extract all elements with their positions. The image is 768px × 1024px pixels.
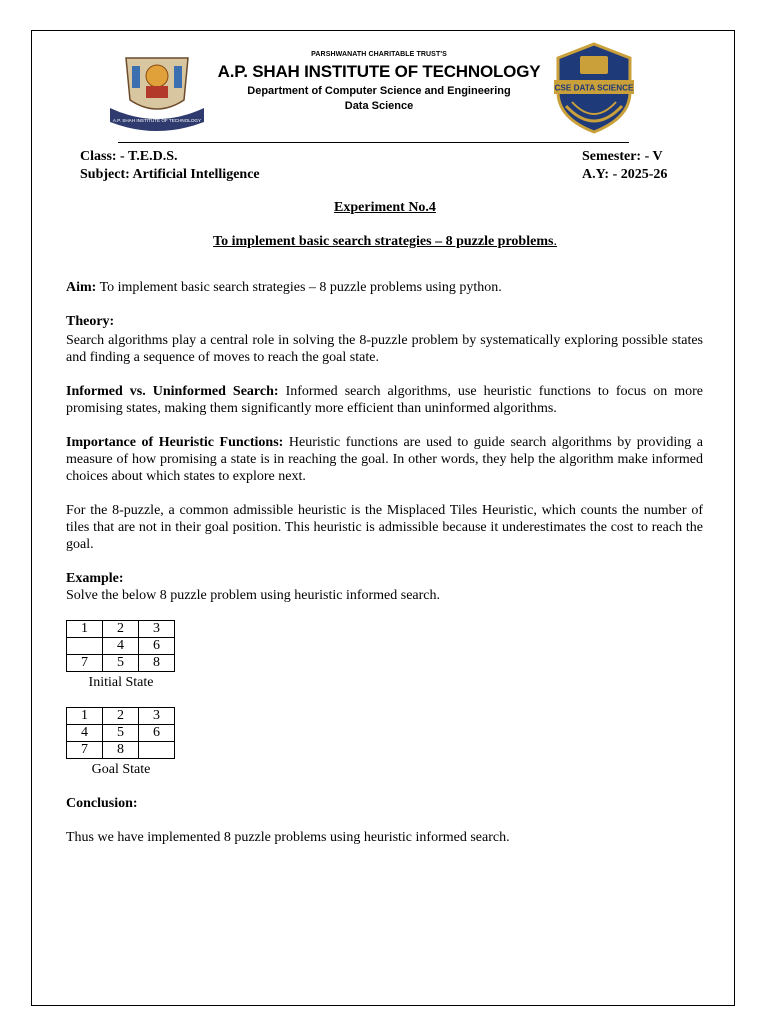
grid-cell: 6 xyxy=(139,638,175,655)
topic-period: . xyxy=(553,234,557,249)
institute-name: A.P. SHAH INSTITUTE OF TECHNOLOGY xyxy=(217,62,541,81)
grid-cell: 8 xyxy=(139,655,175,672)
grid-cell xyxy=(139,742,175,759)
conclusion-heading xyxy=(66,795,703,812)
informed-search-paragraph xyxy=(66,383,703,417)
grid-cell: 1 xyxy=(67,621,103,638)
grid-row xyxy=(67,621,175,638)
grid-cell: 4 xyxy=(67,725,103,742)
grid-row xyxy=(67,708,175,725)
academic-year-label: A.Y: - 2025-26 xyxy=(582,167,668,182)
experiment-topic xyxy=(66,234,704,250)
grid-row xyxy=(67,742,175,759)
example-heading xyxy=(66,570,703,587)
topic-text: To implement basic search strategies – 8 puzzle problems xyxy=(213,234,554,249)
institute-crest-logo xyxy=(106,52,208,134)
semester-label: Semester: - V xyxy=(582,149,663,164)
informed-text: Informed search algorithms, use heuristic functions to focus on more promising states, making them significantly more efficient than uninformed algorithms. xyxy=(66,384,703,416)
grid-cell: 3 xyxy=(139,708,175,725)
heuristic-functions-paragraph xyxy=(66,434,703,485)
grid-cell: 2 xyxy=(103,708,139,725)
goal-state-grid xyxy=(66,707,175,759)
theory-heading xyxy=(66,313,703,330)
subject-label: Subject: Artificial Intelligence xyxy=(80,167,260,182)
branch-name: Data Science xyxy=(344,100,414,112)
theory-label: Theory: xyxy=(66,314,115,329)
grid-cell: 3 xyxy=(139,621,175,638)
conclusion-text: Thus we have implemented 8 puzzle problems using heuristic informed search. xyxy=(66,830,510,845)
heuristic-text: Heuristic functions are used to guide search algorithms by providing a measure of how promising a state is in reaching the goal. In other words, they help the algorithm make informed choices about which states to explore next. xyxy=(66,435,703,484)
cse-data-science-badge-logo xyxy=(548,40,640,138)
header-divider xyxy=(118,142,629,143)
example-label: Example: xyxy=(66,571,124,586)
grid-cell: 1 xyxy=(67,708,103,725)
admissible-heuristic-paragraph: For the 8-puzzle, a common admissible heuristic is the Misplaced Tiles Heuristic, which counts the number of tiles that are not in their goal position. This heuristic is admissible because it underestimates the cost to reach the goal. xyxy=(66,503,703,552)
initial-state-grid xyxy=(66,620,175,672)
department-name: Department of Computer Science and Engineering xyxy=(247,85,511,97)
document-header xyxy=(0,0,768,150)
aim-text: To implement basic search strategies – 8 puzzle problems using python. xyxy=(96,280,502,295)
grid-cell: 8 xyxy=(103,742,139,759)
grid-cell: 4 xyxy=(103,638,139,655)
example-text: Solve the below 8 puzzle problem using heuristic informed search. xyxy=(66,588,441,603)
trust-name: PARSHWANATH CHARITABLE TRUST'S xyxy=(311,51,447,58)
goal-state-caption: Goal State xyxy=(91,762,151,777)
grid-row xyxy=(67,655,175,672)
informed-label: Informed vs. Uninformed Search: xyxy=(66,384,279,399)
aim-paragraph xyxy=(66,279,703,296)
grid-cell: 5 xyxy=(103,725,139,742)
experiment-title: Experiment No.4 xyxy=(334,200,436,215)
grid-cell: 6 xyxy=(139,725,175,742)
conclusion-label: Conclusion: xyxy=(66,796,138,811)
grid-cell xyxy=(67,638,103,655)
heuristic-label: Importance of Heuristic Functions: xyxy=(66,435,284,450)
grid-row xyxy=(67,725,175,742)
grid-cell: 5 xyxy=(103,655,139,672)
grid-row xyxy=(67,638,175,655)
grid-cell: 7 xyxy=(67,742,103,759)
grid-cell: 7 xyxy=(67,655,103,672)
badge-text: CSE DATA SCIENCE xyxy=(554,83,634,93)
theory-paragraph: Search algorithms play a central role in solving the 8-puzzle problem by systematically exploring possible states and finding a sequence of moves to reach the goal state. xyxy=(66,333,703,365)
initial-state-caption: Initial State xyxy=(88,675,154,690)
grid-cell: 2 xyxy=(103,621,139,638)
aim-label: Aim: xyxy=(66,280,97,295)
class-label: Class: - T.E.D.S. xyxy=(80,149,178,164)
crest-ribbon-text: A.P. SHAH INSTITUTE OF TECHNOLOGY xyxy=(112,118,202,123)
